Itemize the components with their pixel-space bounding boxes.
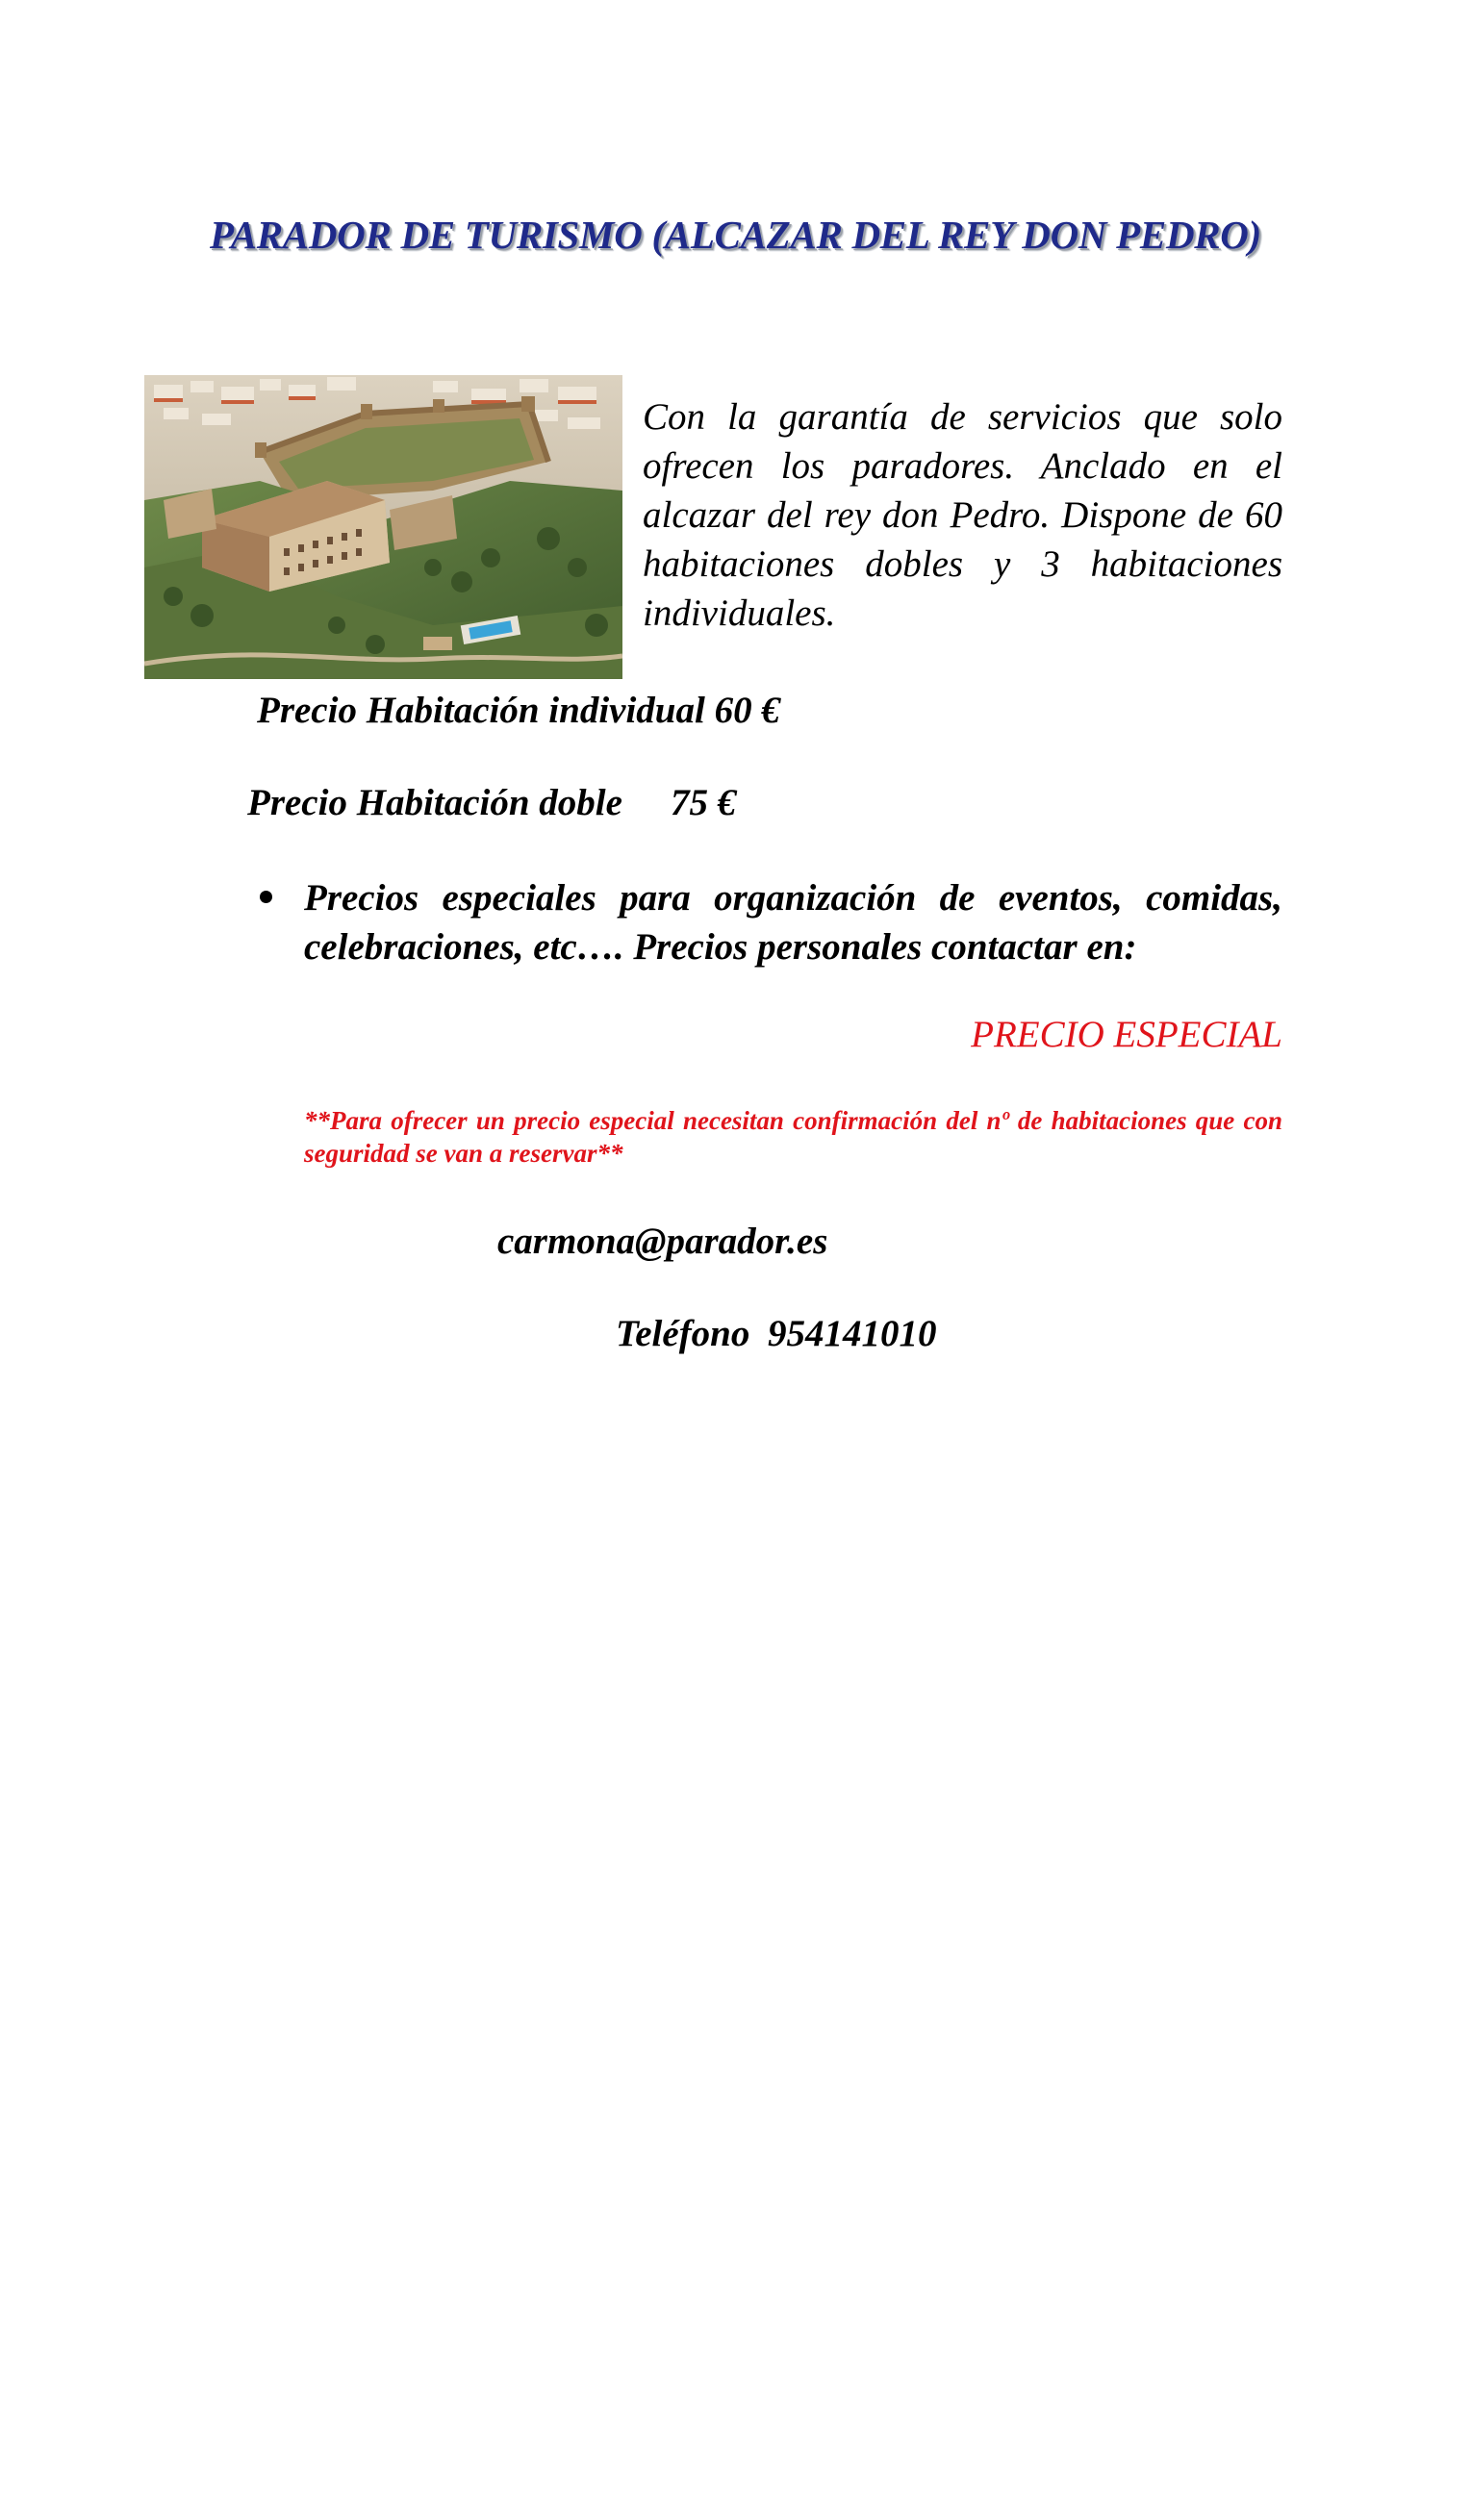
contact-email: carmona@parador.es (497, 1221, 828, 1262)
special-events-bullet: Precios especiales para organización de eventos, comidas, celebraciones, etc…. Precios personales contactar en: (304, 877, 1282, 968)
price-double-room-value: 75 € (671, 782, 737, 823)
contact-phone-label: Teléfono (616, 1313, 750, 1354)
bullet-dot-icon (260, 891, 272, 903)
price-double-room-label: Precio Habitación doble (247, 782, 622, 823)
contact-phone-number: 954141010 (768, 1313, 937, 1354)
document-title: PARADOR DE TURISMO (ALCAZAR DEL REY DON PEDRO) (210, 213, 1261, 257)
price-single-room: Precio Habitación individual 60 € (257, 690, 780, 731)
special-price-heading: PRECIO ESPECIAL (971, 1014, 1282, 1055)
parador-aerial-photo (144, 375, 622, 679)
special-price-note: **Para ofrecer un precio especial necesitan confirmación del nº de habitaciones que con seguridad se van a reservar** (304, 1106, 1282, 1168)
intro-paragraph: Con la garantía de servicios que solo ofrecen los paradores. Anclado en el alcazar del rey don Pedro. Dispone de 60 habitaciones dobles y 3 habitaciones individuales. (643, 396, 1282, 634)
